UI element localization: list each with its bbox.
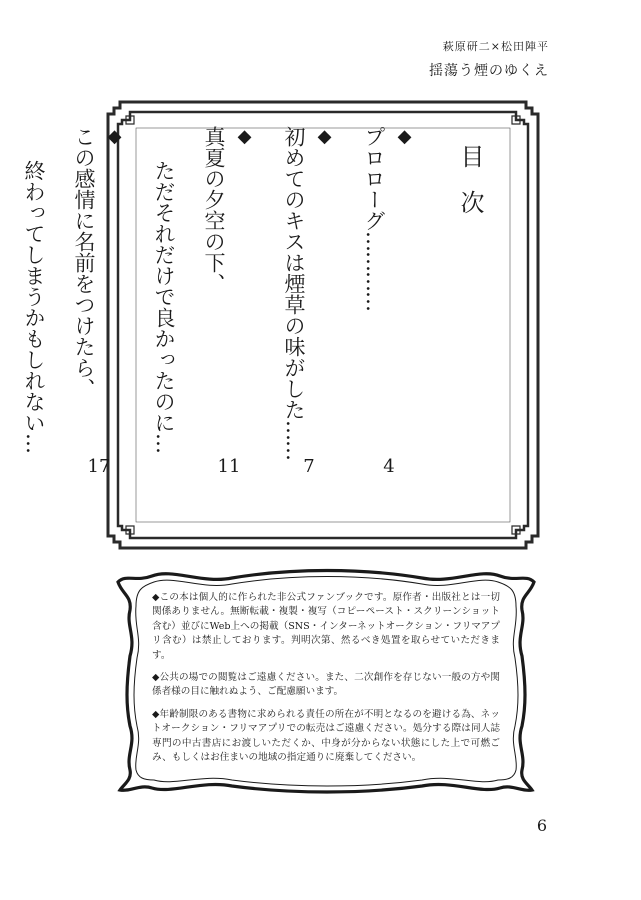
toc-title: 目次 — [456, 144, 484, 236]
toc-entry-summer-sky[interactable] — [199, 122, 259, 476]
toc-entry-first-kiss[interactable] — [279, 122, 339, 476]
toc-frame — [22, 100, 540, 550]
diamond-bullet-icon: ◆ — [314, 126, 335, 147]
toc-entry-page: 11 — [217, 456, 241, 477]
toc-entry-prologue[interactable] — [359, 122, 419, 476]
toc-entry-summer-sky-continued — [149, 122, 179, 476]
toc-entry-title-line2: ただそれだけで良かったのに… — [152, 160, 176, 453]
notice-paragraph-public-reading: ◆公共の場での閲覧はご遠慮ください。また、二次創作を存じない一般の方や関係者様の目に触れぬよう、ご配慮願います。 — [152, 672, 500, 698]
toc-entry-title: プロローグ………… — [362, 126, 386, 311]
notice-paragraph-resale: ◆年齢制限のある書物に求められる責任の所在が不明となるのを避ける為、ネットオークション・フリマアプリでの転売はご遠慮ください。処分する際は同人誌専門の中古書店にお渡しいただくか、中身が分からない状態にした上で可燃ごみ、もしくはお住まいの地域の指定通りに廃棄してください。 — [152, 708, 500, 764]
notice-text — [152, 591, 500, 773]
toc-content — [22, 122, 514, 528]
toc-entry-title: 真夏の夕空の下、 — [202, 126, 226, 294]
toc-entry-title: この感情に名前をつけたら、 — [72, 126, 96, 399]
toc-entry-this-feeling-continued — [19, 122, 49, 476]
toc-entry-page: 17 — [87, 456, 111, 477]
page-number: 6 — [536, 816, 547, 835]
diamond-bullet-icon: ◆ — [234, 126, 255, 147]
toc-entry-page: 4 — [383, 456, 395, 477]
header-authors: 萩原研二×松田陣平 — [442, 40, 549, 53]
diamond-bullet-icon: ◆ — [394, 126, 415, 147]
diamond-bullet-icon: ◆ — [104, 126, 125, 147]
toc-entry-page: 7 — [303, 456, 315, 477]
toc-entry-title-line2: 終わってしまうかもしれない… — [22, 160, 46, 453]
notice-box — [112, 566, 540, 796]
notice-paragraph-copyright: ◆この本は個人的に作られた非公式ファンブックです。原作者・出版社とは一切関係ありません。無断転載・複製・複写（コピーペースト・スクリーンショット含む）並びにWeb上への掲載（SNS・インターネットオークション・フリマアプリ含む）は禁止しております。判明次第、然るべき処置を取らせていただきます。 — [152, 592, 500, 661]
header-book-title: 揺蕩う煙のゆくえ — [429, 63, 549, 79]
toc-entry-title: 初めてのキスは煙草の味がした…… — [282, 126, 306, 460]
toc-entry-this-feeling[interactable] — [69, 122, 129, 476]
page-header — [429, 38, 549, 80]
